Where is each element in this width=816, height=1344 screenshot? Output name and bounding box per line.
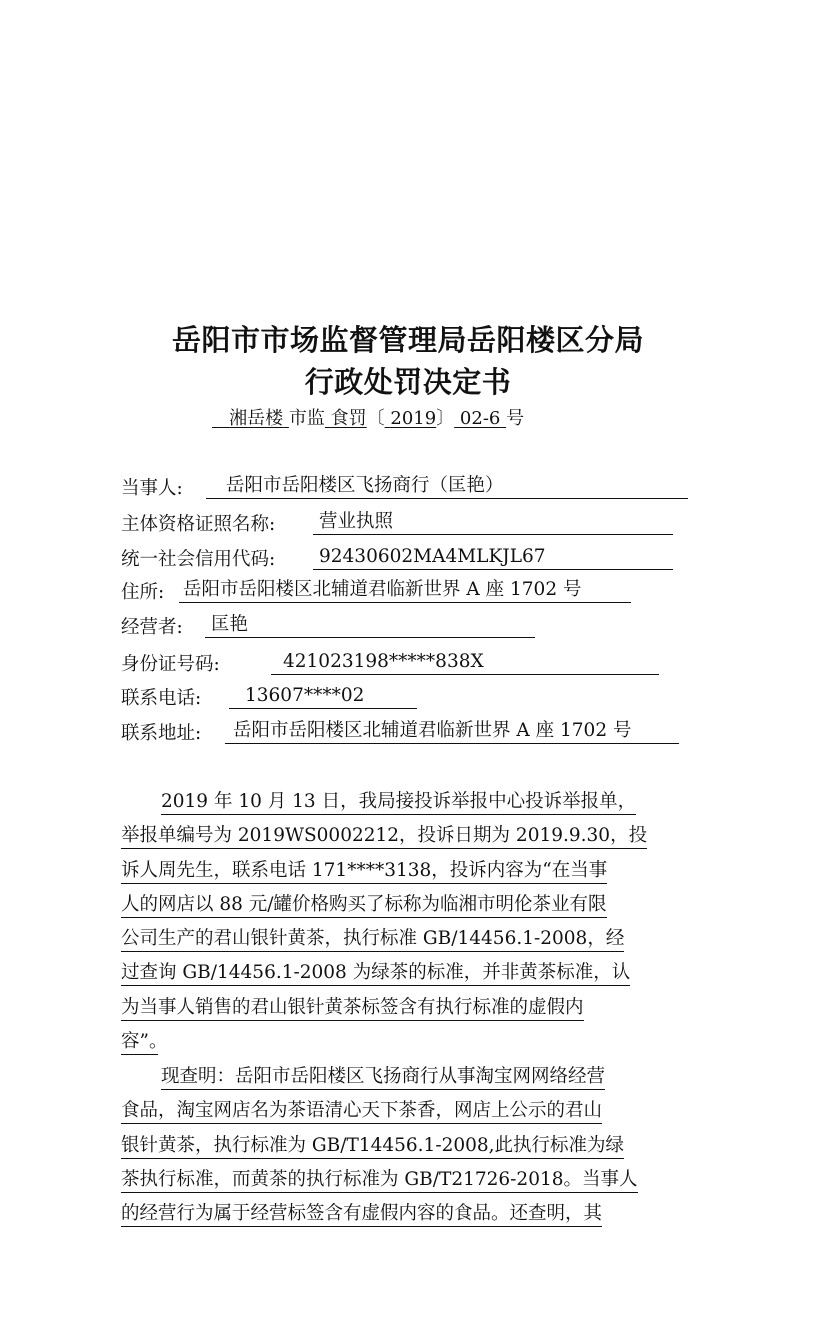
paragraph-line: 现查明：岳阳市岳阳楼区飞扬商行从事淘宝网网络经营 (121, 1060, 677, 1094)
credit-code-row (121, 545, 546, 571)
license-value: 营业执照 (313, 510, 673, 535)
address-label: 住所: (121, 582, 165, 603)
doc-number-agency: 市监 (288, 408, 325, 429)
paragraph-line: 过查询 GB/14456.1-2008 为绿茶的标准，并非黄茶标准，认 (121, 956, 677, 990)
paragraph-line: 为当事人销售的君山银针黄茶标签含有执行标准的虚假内 (121, 991, 677, 1025)
license-row (121, 510, 394, 536)
license-label: 主体资格证照名称: (121, 514, 276, 535)
id-number-value: 421023198*****838X (271, 650, 659, 675)
id-number-label: 身份证号码: (121, 654, 220, 675)
contact-address-label: 联系地址: (121, 723, 202, 744)
paragraph-line: 容”。 (121, 1025, 677, 1059)
paragraph-line: 诉人周先生，联系电话 171****3138，投诉内容为“在当事 (121, 854, 677, 888)
paragraph-line: 2019 年 10 月 13 日，我局接投诉举报中心投诉举报单， (121, 785, 677, 819)
phone-row (121, 684, 365, 710)
paragraph-line: 茶执行标准，而黄茶的执行标准为 GB/T21726-2018。当事人 (121, 1163, 677, 1197)
doc-number-year: 2019 (390, 408, 437, 429)
contact-address-row (121, 719, 632, 745)
address-row (121, 578, 582, 604)
paragraph-line: 食品，淘宝网店名为茶语清心天下茶香，网店上公示的君山 (121, 1094, 677, 1128)
credit-code-value: 92430602MA4MLKJL67 (313, 545, 673, 570)
paragraph-line: 的经营行为属于经营标签含有虚假内容的食品。还查明，其 (121, 1197, 677, 1231)
document-title-line1: 岳阳市市场监督管理局岳阳楼区分局 (171, 323, 644, 357)
phone-value: 13607****02 (229, 684, 417, 709)
doc-number-type: 食罚 (330, 408, 367, 429)
document-title-line2: 行政处罚决定书 (304, 365, 512, 399)
paragraph-complaint (121, 785, 677, 1059)
operator-row (121, 613, 249, 639)
paragraph-findings (121, 1060, 677, 1231)
party-value: 岳阳市岳阳楼区飞扬商行（匡艳） (206, 474, 688, 499)
doc-number-number: 02-6 (459, 408, 501, 429)
party-label: 当事人: (121, 478, 183, 499)
credit-code-label: 统一社会信用代码: (121, 549, 276, 570)
paragraph-line: 人的网店以 88 元/罐价格购买了标称为临湘市明伦茶业有限 (121, 888, 677, 922)
operator-label: 经营者: (121, 617, 183, 638)
doc-number-suffix: 号 (506, 408, 525, 429)
paragraph-line: 举报单编号为 2019WS0002212，投诉日期为 2019.9.30，投 (121, 819, 677, 853)
party-row (121, 474, 504, 500)
paragraph-line: 银针黄茶，执行标准为 GB/T14456.1-2008,此执行标准为绿 (121, 1129, 677, 1163)
paragraph-line: 公司生产的君山银针黄茶，执行标准 GB/14456.1-2008，经 (121, 922, 677, 956)
address-value: 岳阳市岳阳楼区北辅道君临新世界 A 座 1702 号 (179, 578, 631, 603)
operator-value: 匡艳 (205, 613, 535, 638)
doc-number-prefix: 湘岳楼 (229, 408, 284, 429)
phone-label: 联系电话: (121, 688, 202, 709)
document-number: 湘岳楼 市监 食罚〔 2019〕 02-6 号 (229, 408, 525, 429)
contact-address-value: 岳阳市岳阳楼区北辅道君临新世界 A 座 1702 号 (225, 719, 679, 744)
id-number-row (121, 650, 484, 676)
